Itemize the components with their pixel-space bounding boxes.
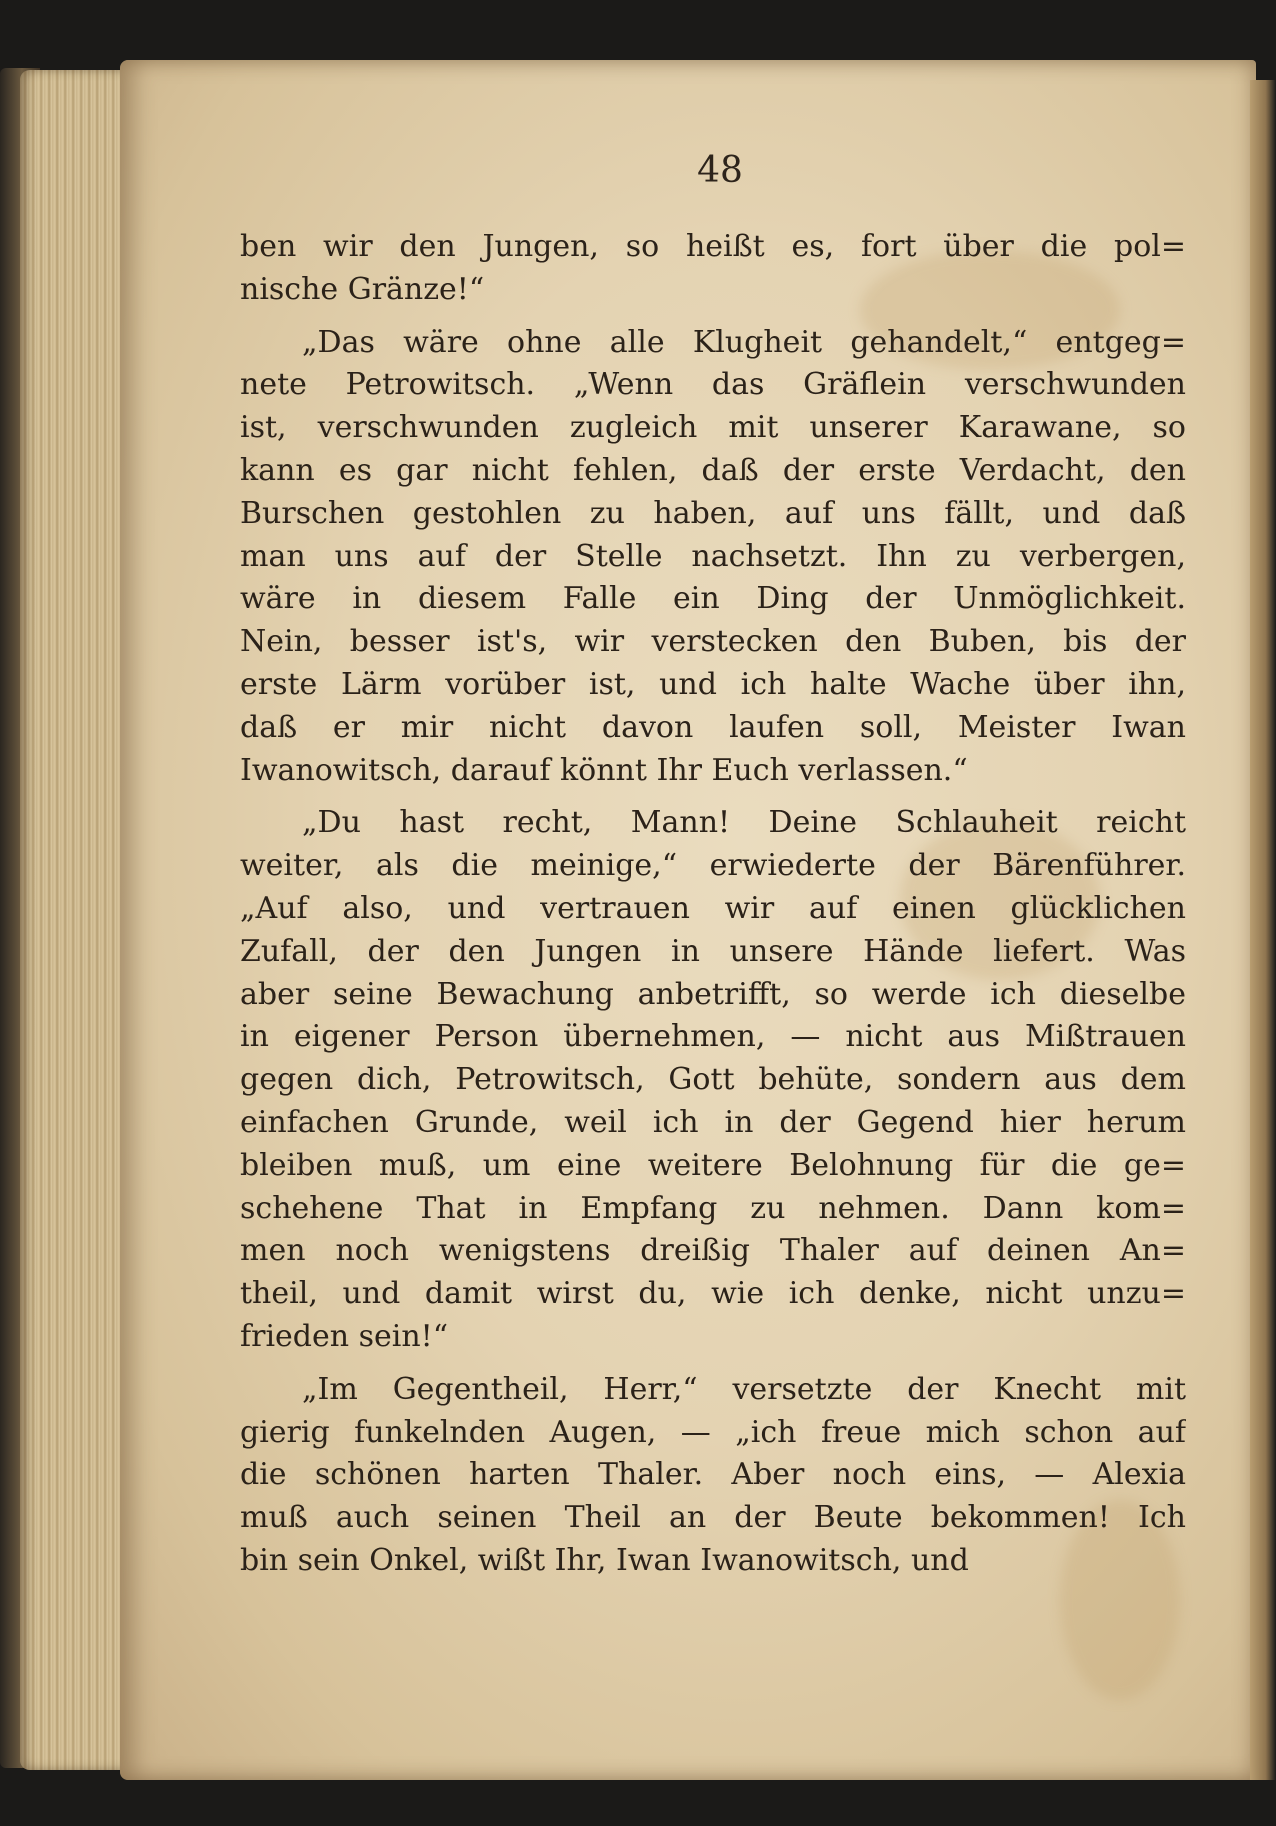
paragraph-gap [240, 312, 1186, 322]
paragraph-gap [240, 1359, 1186, 1369]
text-line: nische Gränze!“ [240, 271, 485, 307]
text-line: nete Petrowitsch. „Wenn das Gräflein verschwunden [240, 367, 1186, 403]
text-line: ben wir den Jungen, so heißt es, fort über die pol= [240, 229, 1186, 264]
text-line: „Das wäre ohne alle Klugheit gehandelt,“ entgeg= [302, 324, 1186, 360]
text-line: muß auch seinen Theil an der Beute bekommen! Ich [240, 1500, 1186, 1536]
text-line: Nein, besser ist's, wir verstecken den Buben, bis der [240, 624, 1186, 660]
text-line: daß er mir nicht davon laufen soll, Meister Iwan [240, 709, 1186, 745]
text-line: man uns auf der Stelle nachsetzt. Ihn zu verbergen, [240, 538, 1186, 574]
text-line: Iwanowitsch, darauf könnt Ihr Euch verlassen.“ [240, 752, 968, 788]
text-line: bleiben muß, um eine weitere Belohnung für die ge= [240, 1147, 1186, 1183]
page-right-edge [1250, 80, 1276, 1780]
text-line: die schönen harten Thaler. Aber noch eins, — Alexia [240, 1457, 1186, 1493]
text-line: Burschen gestohlen zu haben, auf uns fällt, und daß [240, 495, 1186, 531]
text-line: kann es gar nicht fehlen, daß der erste Verdacht, den [240, 452, 1186, 488]
text-line: in eigener Person übernehmen, — nicht aus Mißtrauen [240, 1019, 1186, 1055]
text-line: einfachen Grunde, weil ich in der Gegend hier herum [240, 1104, 1186, 1140]
paragraph-gap [240, 792, 1186, 802]
body-text [240, 226, 1186, 1583]
text-line: Zufall, der den Jungen in unsere Hände liefert. Was [240, 933, 1186, 969]
text-line: „Du hast recht, Mann! Deine Schlauheit reicht [302, 805, 1186, 841]
text-line: frieden sein!“ [240, 1318, 449, 1354]
text-line: erste Lärm vorüber ist, und ich halte Wache über ihn, [240, 666, 1186, 702]
page-number: 48 [697, 150, 743, 191]
text-line: wäre in diesem Falle ein Ding der Unmöglichkeit. [240, 581, 1186, 617]
text-line: gegen dich, Petrowitsch, Gott behüte, sondern aus dem [240, 1062, 1186, 1098]
text-line: ist, verschwunden zugleich mit unserer Karawane, so [240, 410, 1186, 446]
text-line: gierig funkelnden Augen, — „ich freue mich schon auf [240, 1414, 1186, 1450]
text-line: aber seine Bewachung anbetrifft, so werde ich dieselbe [240, 976, 1186, 1012]
text-line: „Auf also, und vertrauen wir auf einen glücklichen [240, 890, 1186, 926]
text-line: schehene That in Empfang zu nehmen. Dann kom= [240, 1190, 1186, 1226]
text-line: bin sein Onkel, wißt Ihr, Iwan Iwanowitsch, und [240, 1542, 969, 1578]
text-line: „Im Gegentheil, Herr,“ versetzte der Knecht mit [302, 1371, 1186, 1407]
text-line: theil, und damit wirst du, wie ich denke, nicht unzu= [240, 1276, 1186, 1312]
text-line: men noch wenigstens dreißig Thaler auf deinen An= [240, 1233, 1186, 1269]
text-line: weiter, als die meinige,“ erwiederte der Bärenführer. [240, 848, 1186, 884]
